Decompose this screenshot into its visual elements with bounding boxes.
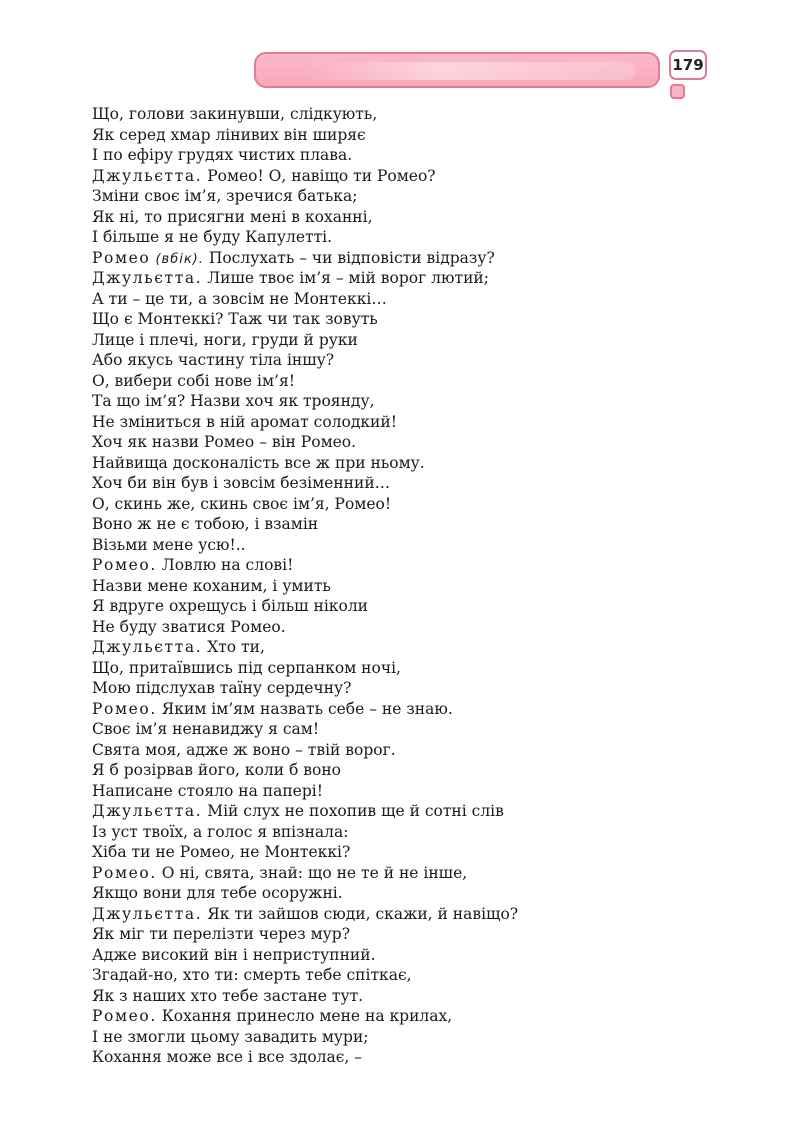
- poem-line: [92, 617, 712, 638]
- poem-line: [92, 1006, 712, 1027]
- speaker-name: Джульєтта.: [92, 269, 203, 287]
- speaker-name: Джульєтта.: [92, 638, 203, 656]
- poem-line: [92, 658, 712, 679]
- poem-line: [92, 596, 712, 617]
- line-text: Як ні, то присягни мені в коханні,: [92, 207, 373, 226]
- poem-line: [92, 227, 712, 248]
- poem-line: [92, 432, 712, 453]
- poem-line: [92, 760, 712, 781]
- poem-line: [92, 842, 712, 863]
- line-text: Адже високий він і неприступний.: [92, 945, 376, 964]
- line-text: Не зміниться в ній аромат солодкий!: [92, 412, 397, 431]
- line-text: Із уст твоїх, а голос я впізнала:: [92, 822, 349, 841]
- poem-line: [92, 945, 712, 966]
- line-text: Що є Монтеккі? Таж чи так зовуть: [92, 310, 378, 328]
- poem-line: [92, 822, 712, 843]
- poem-line: [92, 145, 712, 166]
- line-text: Зміни своє ім’я, зречися батька;: [92, 187, 358, 205]
- stage-direction: (вбік).: [150, 251, 204, 267]
- poem-line: [92, 412, 712, 433]
- speaker-name: Ромео.: [92, 863, 157, 882]
- poem-line: [92, 535, 712, 556]
- poem-line: [92, 863, 712, 884]
- line-text: Лице і плечі, ноги, груди й руки: [92, 330, 358, 349]
- line-text: Як міг ти перелізти через мур?: [92, 925, 351, 943]
- line-text: Назви мене коханим, і умить: [92, 576, 331, 595]
- line-text: Ромео! О, навіщо ти Ромео?: [202, 166, 436, 185]
- line-text: І більше я не буду Капулетті.: [92, 228, 333, 246]
- poem-line: [92, 699, 712, 720]
- poem-line: [92, 678, 712, 699]
- line-text: Як серед хмар лінивих він ширяє: [92, 125, 366, 144]
- line-text: І по ефіру грудях чистих плава.: [92, 146, 353, 164]
- poem-line: [92, 309, 712, 330]
- line-text: Кохання принесло мене на крилах,: [156, 1007, 453, 1025]
- line-text: Лише твоє ім’я – мій ворог лютий;: [202, 269, 489, 287]
- line-text: Свята моя, адже ж воно – твій ворог.: [92, 740, 396, 759]
- poem-line: [92, 904, 712, 925]
- poem-line: [92, 453, 712, 474]
- line-text: Як з наших хто тебе застане тут.: [92, 986, 364, 1005]
- line-text: Згадай-но, хто ти: смерть тебе спіткає,: [92, 966, 412, 984]
- decorative-square: [670, 84, 685, 99]
- speaker-name: Ромео.: [92, 699, 157, 718]
- speaker-name: Ромео.: [92, 1007, 157, 1025]
- speaker-name: Джульєтта.: [92, 802, 203, 820]
- poem-line: [92, 986, 712, 1007]
- speaker-name: Ромео.: [92, 556, 157, 574]
- line-text: О, вибери собі нове ім’я!: [92, 371, 295, 390]
- line-text: Хоч би він був і зовсім безіменний…: [92, 474, 391, 492]
- line-text: Або якусь частину тіла іншу?: [92, 351, 335, 369]
- poem-line: [92, 555, 712, 576]
- poem-line: [92, 740, 712, 761]
- speaker-name: Джульєтта.: [92, 904, 203, 923]
- line-text: Що, притаївшись під серпанком ночі,: [92, 658, 401, 677]
- poem-line: [92, 637, 712, 658]
- line-text: Хіба ти не Ромео, не Монтеккі?: [92, 843, 351, 861]
- line-text: Мій слух не похопив ще й сотні слів: [202, 802, 504, 820]
- line-text: О, скинь же, скинь своє ім’я, Ромео!: [92, 494, 392, 513]
- line-text: Своє ім’я ненавиджу я сам!: [92, 720, 320, 738]
- line-text: Як ти зайшов сюди, скажи, й навіщо?: [202, 904, 519, 923]
- poem-line: [92, 166, 712, 187]
- line-text: Я вдруге охрещусь і більш ніколи: [92, 597, 369, 615]
- line-text: Хто ти,: [202, 638, 265, 656]
- header-banner: [254, 52, 660, 88]
- poem-line: [92, 207, 712, 228]
- line-text: Написане стояло на папері!: [92, 781, 323, 800]
- line-text: Та що ім’я? Назви хоч як троянду,: [92, 392, 375, 410]
- poem-line: [92, 186, 712, 207]
- line-text: Хоч як назви Ромео – він Ромео.: [92, 433, 357, 451]
- poem-line: [92, 719, 712, 740]
- line-text: І не змогли цьому завадить мури;: [92, 1027, 369, 1046]
- line-text: Що, голови закинувши, слідкують,: [92, 105, 378, 123]
- page-number: 179: [669, 50, 707, 80]
- poem-line: [92, 883, 712, 904]
- poem-line: [92, 125, 712, 146]
- line-text: Не буду зватися Ромео.: [92, 617, 286, 636]
- poem-line: [92, 1047, 712, 1068]
- poem-line: [92, 494, 712, 515]
- poem-line: [92, 391, 712, 412]
- poem-line: [92, 801, 712, 822]
- line-text: Візьми мене усю!..: [92, 535, 246, 554]
- poem-line: [92, 371, 712, 392]
- line-text: Мою підслухав таїну сердечну?: [92, 679, 352, 697]
- line-text: Найвища досконалість все ж при ньому.: [92, 453, 425, 472]
- poem-line: [92, 924, 712, 945]
- poem-line: [92, 576, 712, 597]
- line-text: Якщо вони для тебе осоружні.: [92, 884, 343, 902]
- poem-line: [92, 965, 712, 986]
- poem-line: [92, 330, 712, 351]
- header-banner-sheen: [306, 62, 636, 80]
- poem-line: [92, 350, 712, 371]
- line-text: Яким ім’ям назвать себе – не знаю.: [156, 699, 453, 718]
- line-text: Ловлю на слові!: [156, 556, 294, 574]
- poem-line: [92, 268, 712, 289]
- line-text: А ти – це ти, а зовсім не Монтеккі…: [92, 289, 387, 308]
- line-text: Послухать – чи відповісти відразу?: [203, 248, 495, 267]
- poem-line: [92, 289, 712, 310]
- line-text: Я б розірвав його, коли б воно: [92, 761, 341, 779]
- line-text: Кохання може все і все здолає, –: [92, 1048, 363, 1066]
- speaker-name: Ромео: [92, 248, 151, 267]
- speaker-name: Джульєтта.: [92, 166, 203, 185]
- line-text: Воно ж не є тобою, і взамін: [92, 515, 319, 533]
- line-text: О ні, свята, знай: що не те й не інше,: [156, 863, 468, 882]
- poem-line: [92, 248, 712, 269]
- poem-text: [92, 104, 712, 1068]
- poem-line: [92, 473, 712, 494]
- poem-line: [92, 781, 712, 802]
- poem-line: [92, 104, 712, 125]
- poem-line: [92, 1027, 712, 1048]
- poem-line: [92, 514, 712, 535]
